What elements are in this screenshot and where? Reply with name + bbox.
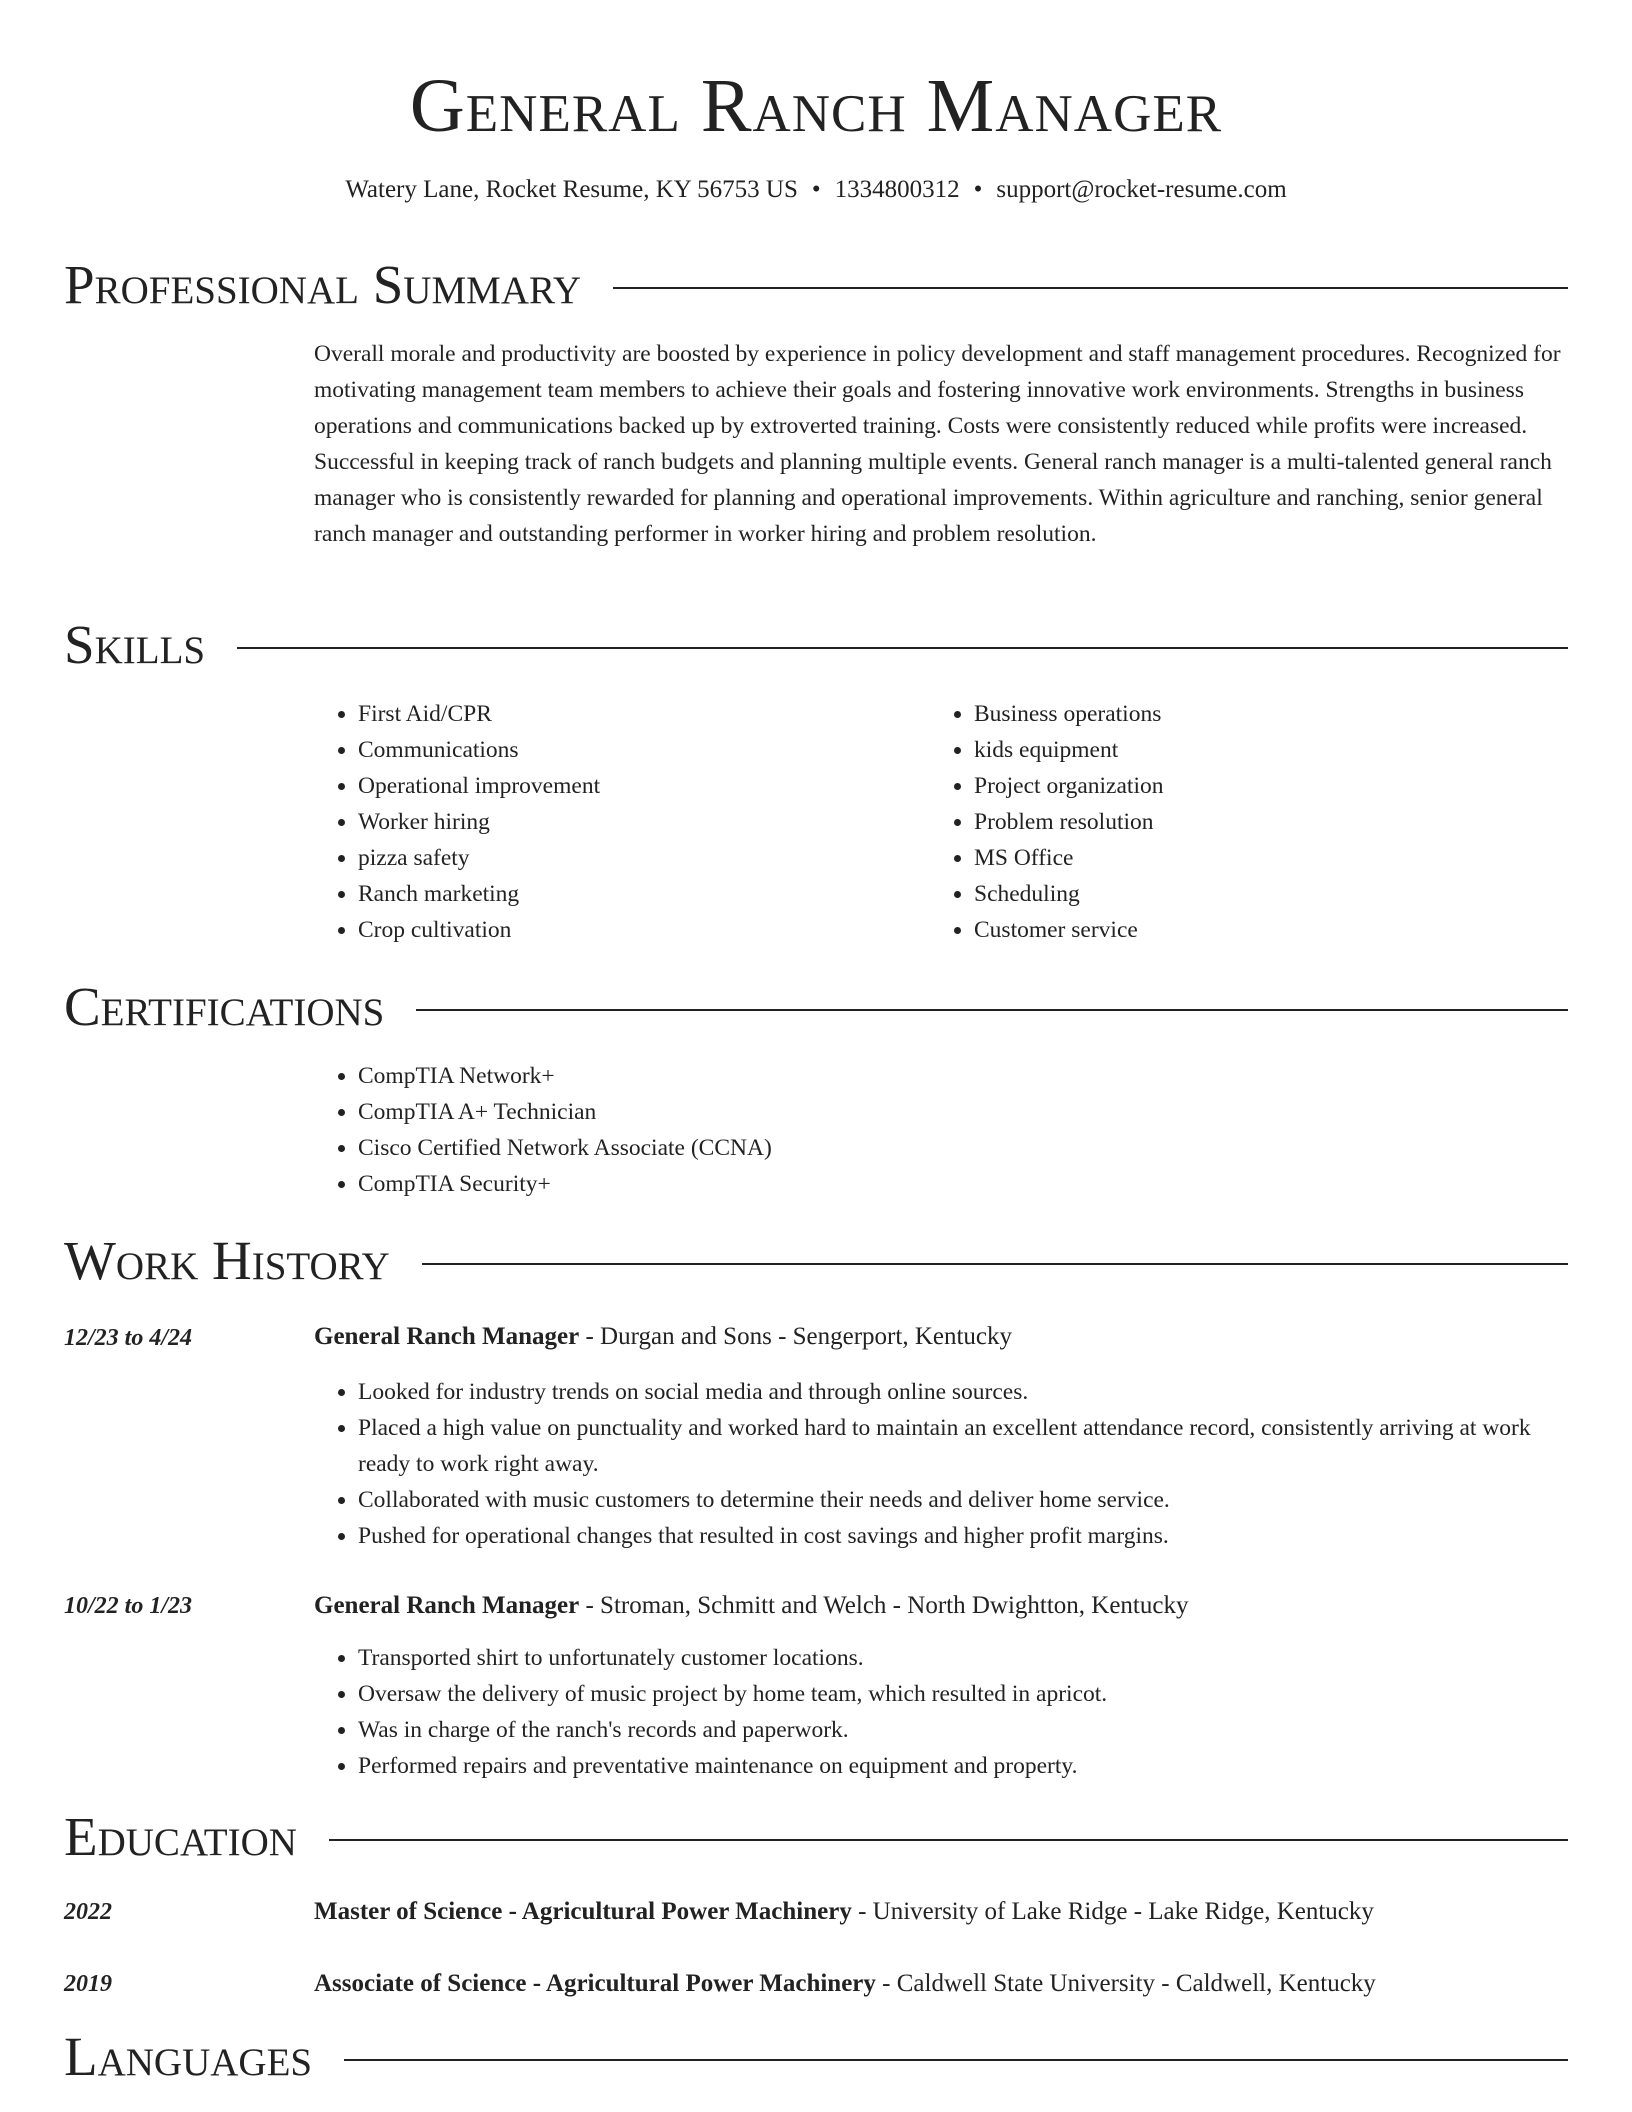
summary-section-header bbox=[64, 250, 1568, 320]
summary-text: Overall morale and productivity are boosted by experience in policy development and staff management procedures. Recognized for motivating management team members to achieve their goals and fostering innovative work environments. Strengths in business operations and communications backed up by extroverted training. Costs were consistently reduced while profits were increased. Successful in keeping track of ranch budgets and planning multiple events. General ranch manager is a multi-talented general ranch manager who is consistently rewarded for planning and operational improvements. Within agriculture and ranching, senior general ranch manager and outstanding performer in worker hiring and problem resolution. bbox=[314, 341, 1561, 547]
section-divider bbox=[237, 647, 1568, 649]
certification-item: • CompTIA Network+ bbox=[358, 1058, 1574, 1094]
certifications-section-header bbox=[64, 972, 1568, 1042]
skill-item: • pizza safety bbox=[358, 840, 930, 876]
skills-section-header bbox=[64, 610, 1568, 680]
contact-phone: 1334800312 bbox=[834, 176, 960, 203]
section-divider bbox=[422, 1263, 1568, 1265]
job-employer: - Stroman, Schmitt and Welch - North Dwightton, Kentucky bbox=[579, 1592, 1189, 1619]
section-title: Languages bbox=[64, 2026, 313, 2087]
contact-email: support@rocket-resume.com bbox=[996, 176, 1287, 203]
skill-item: • Ranch marketing bbox=[358, 876, 930, 912]
job-title: General Ranch Manager bbox=[314, 1592, 580, 1619]
job-dates: 12/23 to 4/24 bbox=[64, 1325, 193, 1351]
job-bullet: • Was in charge of the ranch's records and paperwork. bbox=[358, 1712, 1574, 1748]
job-bullet: • Performed repairs and preventative maintenance on equipment and property. bbox=[358, 1748, 1574, 1784]
languages-section-header bbox=[64, 2022, 1568, 2092]
section-divider bbox=[329, 1839, 1568, 1841]
work-history-section-header bbox=[64, 1226, 1568, 1296]
job-bullet: • Oversaw the delivery of music project by home team, which resulted in apricot. bbox=[358, 1676, 1574, 1712]
section-title: Skills bbox=[64, 614, 206, 675]
school-details: - Caldwell State University - Caldwell, Kentucky bbox=[875, 1970, 1376, 1997]
skills-column-left bbox=[314, 696, 930, 948]
skill-item: • Customer service bbox=[974, 912, 1546, 948]
candidate-name: General Ranch Manager bbox=[409, 64, 1223, 148]
skill-item: • kids equipment bbox=[974, 732, 1546, 768]
skill-item: • Worker hiring bbox=[358, 804, 930, 840]
skills-column-right bbox=[930, 696, 1546, 948]
job-bullet: • Placed a high value on punctuality and worked hard to maintain an excellent attendance record, consistently arriving at work ready to work right away. bbox=[358, 1410, 1574, 1482]
job-title: General Ranch Manager bbox=[314, 1323, 580, 1350]
job-dates: 10/22 to 1/23 bbox=[64, 1593, 193, 1619]
section-divider bbox=[416, 1009, 1568, 1011]
contact-separator: • bbox=[811, 176, 821, 203]
skill-item: • Communications bbox=[358, 732, 930, 768]
degree-name: Associate of Science - Agricultural Power Machinery bbox=[314, 1970, 876, 1997]
job-employer: - Durgan and Sons - Sengerport, Kentucky bbox=[579, 1323, 1013, 1350]
education-year: 2019 bbox=[64, 1971, 112, 1997]
degree-name: Master of Science - Agricultural Power Machinery bbox=[314, 1898, 852, 1925]
job-bullets bbox=[314, 1374, 1574, 1554]
certifications-list bbox=[314, 1058, 1574, 1202]
section-title: Education bbox=[64, 1806, 297, 1867]
certification-item: • CompTIA A+ Technician bbox=[358, 1094, 1574, 1130]
job-bullet: • Looked for industry trends on social media and through online sources. bbox=[358, 1374, 1574, 1410]
skill-item: • MS Office bbox=[974, 840, 1546, 876]
skills-list bbox=[314, 696, 1574, 948]
job-bullet: • Transported shirt to unfortunately customer locations. bbox=[358, 1640, 1574, 1676]
section-title: Work History bbox=[64, 1230, 390, 1291]
job-bullet: • Pushed for operational changes that resulted in cost savings and higher profit margins. bbox=[358, 1518, 1574, 1554]
skill-item: • Crop cultivation bbox=[358, 912, 930, 948]
contact-address: Watery Lane, Rocket Resume, KY 56753 US bbox=[345, 176, 798, 203]
job-bullet: • Collaborated with music customers to determine their needs and deliver home service. bbox=[358, 1482, 1574, 1518]
education-heading bbox=[314, 1966, 1574, 2002]
education-section-header bbox=[64, 1802, 1568, 1872]
skill-item: • Scheduling bbox=[974, 876, 1546, 912]
section-divider bbox=[613, 287, 1568, 289]
certification-item: • Cisco Certified Network Associate (CCNA) bbox=[358, 1130, 1574, 1166]
section-divider bbox=[344, 2059, 1568, 2061]
school-details: - University of Lake Ridge - Lake Ridge, Kentucky bbox=[851, 1898, 1374, 1925]
education-heading bbox=[314, 1894, 1574, 1930]
job-heading bbox=[314, 1588, 1574, 1624]
skill-item: • Business operations bbox=[974, 696, 1546, 732]
certification-item: • CompTIA Security+ bbox=[358, 1166, 1574, 1202]
skill-item: • Operational improvement bbox=[358, 768, 930, 804]
job-bullets bbox=[314, 1640, 1574, 1784]
section-title: Certifications bbox=[64, 976, 385, 1037]
skill-item: • Project organization bbox=[974, 768, 1546, 804]
contact-line bbox=[0, 172, 1632, 208]
job-heading bbox=[314, 1319, 1574, 1355]
skill-item: • Problem resolution bbox=[974, 804, 1546, 840]
section-title: Professional Summary bbox=[64, 254, 582, 315]
skill-item: • First Aid/CPR bbox=[358, 696, 930, 732]
education-year: 2022 bbox=[64, 1899, 112, 1925]
contact-separator: • bbox=[973, 176, 983, 203]
